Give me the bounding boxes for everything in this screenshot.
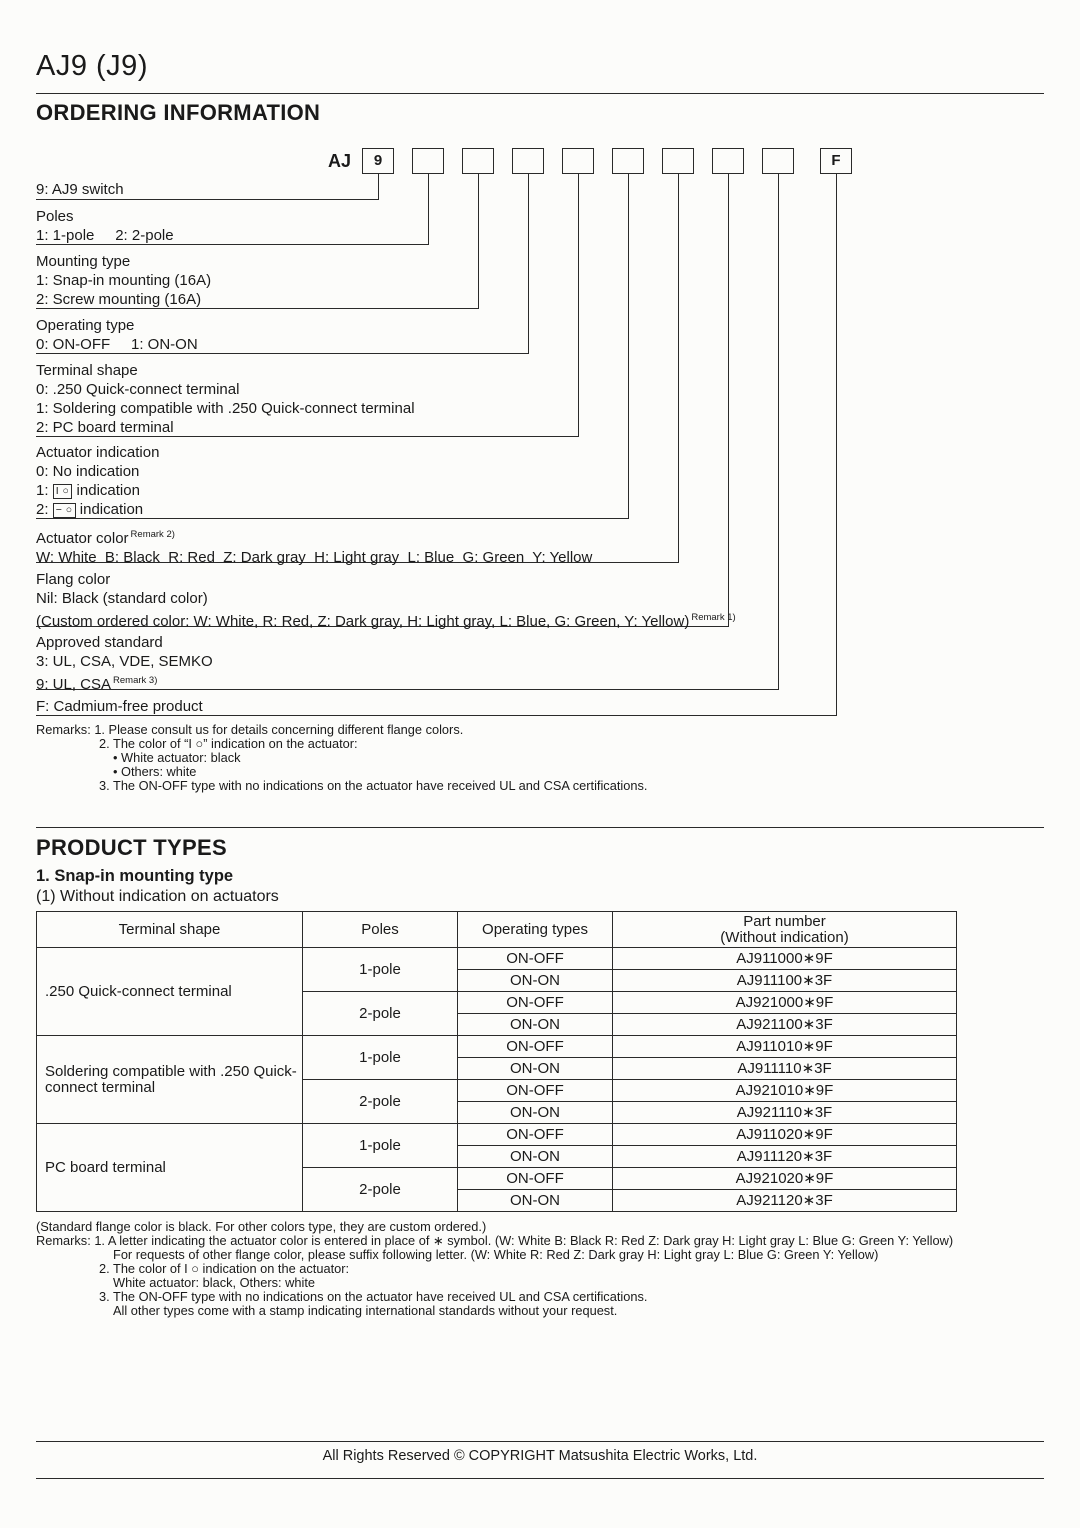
note-line: 3. The ON-OFF type with no indications on the actuator have received UL and CSA certifications. (99, 1289, 648, 1304)
remarks-label: Remarks: (36, 1233, 91, 1248)
col-header-operating-types: Operating types (458, 912, 613, 948)
remark-line: 2. The color of “I ○” indication on the actuator: (99, 736, 358, 751)
part-number-box-empty (662, 148, 694, 174)
part-number-box-empty (712, 148, 744, 174)
connector-line (778, 174, 779, 690)
copyright-text: All Rights Reserved © COPYRIGHT Matsushita Electric Works, Ltd. (322, 1448, 758, 1464)
section-flang-color (36, 570, 736, 630)
section-line: 1: Snap-in mounting (16A) (36, 272, 212, 289)
indication-num: 1: (36, 482, 49, 499)
section-title (36, 525, 679, 548)
on-off-indication-symbol: − ○ (53, 503, 76, 518)
operating-type-cell: ON-OFF (458, 1036, 613, 1058)
col-header-terminal-shape: Terminal shape (37, 912, 303, 948)
section-operating-type (36, 316, 529, 354)
note-line: For requests of other flange color, please suffix following letter. (W: White R: Red Z: Dark gray H: Light gray L: Blue G: Green Y: Yellow) (113, 1247, 879, 1262)
on-on-indication-symbol: I ○ (53, 484, 73, 499)
section-line: 0: No indication (36, 463, 140, 480)
poles-cell: 1-pole (303, 948, 458, 992)
operating-type-cell: ON-ON (458, 970, 613, 992)
footer-divider-top (36, 1441, 1044, 1442)
section-line: W: White B: Black R: Red Z: Dark gray H: Light gray L: Blue G: Green Y: Yellow (36, 549, 593, 566)
part-number-cell: AJ911110∗3F (613, 1058, 957, 1080)
section-line: 1: 1-pole 2: 2-pole (36, 227, 174, 244)
section-actuator-indication (36, 443, 629, 519)
part-number-box-empty (612, 148, 644, 174)
terminal-shape-cell: PC board terminal (37, 1124, 303, 1212)
note-line: White actuator: black, Others: white (113, 1275, 315, 1290)
part-number-cell: AJ921110∗3F (613, 1102, 957, 1124)
operating-type-cell: ON-ON (458, 1146, 613, 1168)
poles-cell: 2-pole (303, 1080, 458, 1124)
part-number-cell: AJ911010∗9F (613, 1036, 957, 1058)
remark-ref: Remark 1) (691, 612, 736, 623)
operating-type-cell: ON-ON (458, 1058, 613, 1080)
table-row (37, 1124, 957, 1146)
section-mounting-type (36, 252, 479, 309)
remark-line: • White actuator: black (113, 750, 241, 765)
indication-num: 2: (36, 501, 49, 518)
part-number-cell: AJ921000∗9F (613, 992, 957, 1014)
poles-cell: 1-pole (303, 1124, 458, 1168)
section-title: Flang color (36, 571, 111, 588)
poles-cell: 2-pole (303, 1168, 458, 1212)
part-number-header-line2: (Without indication) (720, 928, 849, 946)
poles-cell: 2-pole (303, 992, 458, 1036)
page-title: AJ9 (J9) (36, 50, 148, 82)
divider (36, 827, 1044, 828)
connector-line (836, 174, 837, 716)
section-title: Operating type (36, 317, 135, 334)
product-types-notes (36, 1220, 953, 1318)
part-number-prefix: AJ (328, 151, 352, 171)
snap-in-mounting-subheading: 1. Snap-in mounting type (36, 867, 234, 885)
footer-divider-bottom (36, 1478, 1044, 1479)
section-title: Approved standard (36, 634, 163, 651)
section-line (36, 500, 629, 519)
operating-type-cell: ON-ON (458, 1014, 613, 1036)
part-number-box-9: 9 (362, 148, 394, 174)
custom-color-text: (Custom ordered color: W: White, R: Red, Z: Dark gray, H: Light gray, L: Blue, G: Green, Y: Yellow) (36, 613, 690, 630)
product-types-heading: PRODUCT TYPES (36, 835, 227, 860)
indication-text: indication (79, 501, 144, 518)
operating-type-cell: ON-OFF (458, 1124, 613, 1146)
note-text: 1. A letter indicating the actuator color is entered in place of ∗ symbol. (W: White B: Black R: Red Z: Dark gray H: Light gray L: Blue G: Green Y: Yellow) (94, 1233, 954, 1248)
col-header-part-number (613, 912, 957, 948)
ordering-remarks (36, 723, 647, 793)
section-title-text: Actuator color (36, 530, 129, 547)
poles-cell: 1-pole (303, 1036, 458, 1080)
section-line: 9: AJ9 switch (36, 181, 124, 198)
table-row (37, 1036, 957, 1058)
part-number-cell: AJ921100∗3F (613, 1014, 957, 1036)
remarks-label: Remarks: (36, 722, 91, 737)
section-line: 2: PC board terminal (36, 419, 174, 436)
part-number-box-empty (512, 148, 544, 174)
terminal-shape-cell: .250 Quick-connect terminal (37, 948, 303, 1036)
section-approved-standard (36, 633, 779, 693)
part-number-cell: AJ911000∗9F (613, 948, 957, 970)
variant-label: (1) Without indication on actuators (36, 888, 279, 905)
remark-line: • Others: white (113, 764, 197, 779)
part-number-cell: AJ911120∗3F (613, 1146, 957, 1168)
table-row (37, 948, 957, 970)
note-line: (Standard flange color is black. For other colors type, they are custom ordered.) (36, 1219, 487, 1234)
part-number-box-empty (462, 148, 494, 174)
connector-line (728, 174, 729, 627)
ordering-information-heading: ORDERING INFORMATION (36, 100, 321, 125)
section-line: 1: Soldering compatible with .250 Quick-connect terminal (36, 400, 415, 417)
section-line: F: Cadmium-free product (36, 698, 203, 715)
section-cadmium-free (36, 697, 837, 716)
indication-text: indication (76, 482, 140, 499)
remark-ref: Remark 3) (113, 675, 158, 686)
divider (36, 93, 1044, 94)
section-line: Nil: Black (standard color) (36, 590, 208, 607)
section-line (36, 481, 629, 500)
note-line (36, 1234, 953, 1248)
section-title: Actuator indication (36, 444, 160, 461)
part-number-cell: AJ911020∗9F (613, 1124, 957, 1146)
section-line: 3: UL, CSA, VDE, SEMKO (36, 653, 213, 670)
section-aj9-switch (36, 180, 379, 200)
section-line (36, 608, 736, 631)
part-number-header-line1: Part number (743, 912, 826, 930)
section-terminal-shape (36, 361, 579, 437)
section-line: 0: ON-OFF 1: ON-ON (36, 336, 198, 353)
part-number-cell: AJ921120∗3F (613, 1190, 957, 1212)
operating-type-cell: ON-OFF (458, 992, 613, 1014)
operating-type-cell: ON-ON (458, 1190, 613, 1212)
table-header-row (37, 912, 957, 948)
part-number-cell: AJ921020∗9F (613, 1168, 957, 1190)
remark-ref: Remark 2) (130, 529, 175, 540)
part-number-cell: AJ911100∗3F (613, 970, 957, 992)
note-line: 2. The color of I ○ indication on the actuator: (99, 1261, 350, 1276)
product-types-table (36, 911, 957, 1212)
remark-line: 3. The ON-OFF type with no indications on the actuator have received UL and CSA certifications. (99, 778, 648, 793)
operating-type-cell: ON-OFF (458, 948, 613, 970)
remark-text: 1. Please consult us for details concerning different flange colors. (94, 722, 464, 737)
section-actuator-color (36, 525, 679, 566)
section-line: 2: Screw mounting (16A) (36, 291, 202, 308)
note-line: All other types come with a stamp indicating international standards without your request. (113, 1303, 618, 1318)
part-number-box-empty (562, 148, 594, 174)
connector-line (678, 174, 679, 563)
part-number-diagram (36, 146, 1044, 726)
col-header-poles: Poles (303, 912, 458, 948)
section-title: Terminal shape (36, 362, 138, 379)
operating-type-cell: ON-ON (458, 1102, 613, 1124)
terminal-shape-cell: Soldering compatible with .250 Quick-connect terminal (37, 1036, 303, 1124)
part-number-box-empty (762, 148, 794, 174)
section-line: 0: .250 Quick-connect terminal (36, 381, 240, 398)
part-number-box-f: F (820, 148, 852, 174)
remark-line (36, 723, 647, 737)
operating-type-cell: ON-OFF (458, 1080, 613, 1102)
section-title: Mounting type (36, 253, 131, 270)
standard-text: 9: UL, CSA (36, 676, 112, 693)
part-number-box-empty (412, 148, 444, 174)
section-line (36, 671, 779, 694)
section-title: Poles (36, 208, 74, 225)
section-poles (36, 207, 429, 245)
operating-type-cell: ON-OFF (458, 1168, 613, 1190)
part-number-cell: AJ921010∗9F (613, 1080, 957, 1102)
